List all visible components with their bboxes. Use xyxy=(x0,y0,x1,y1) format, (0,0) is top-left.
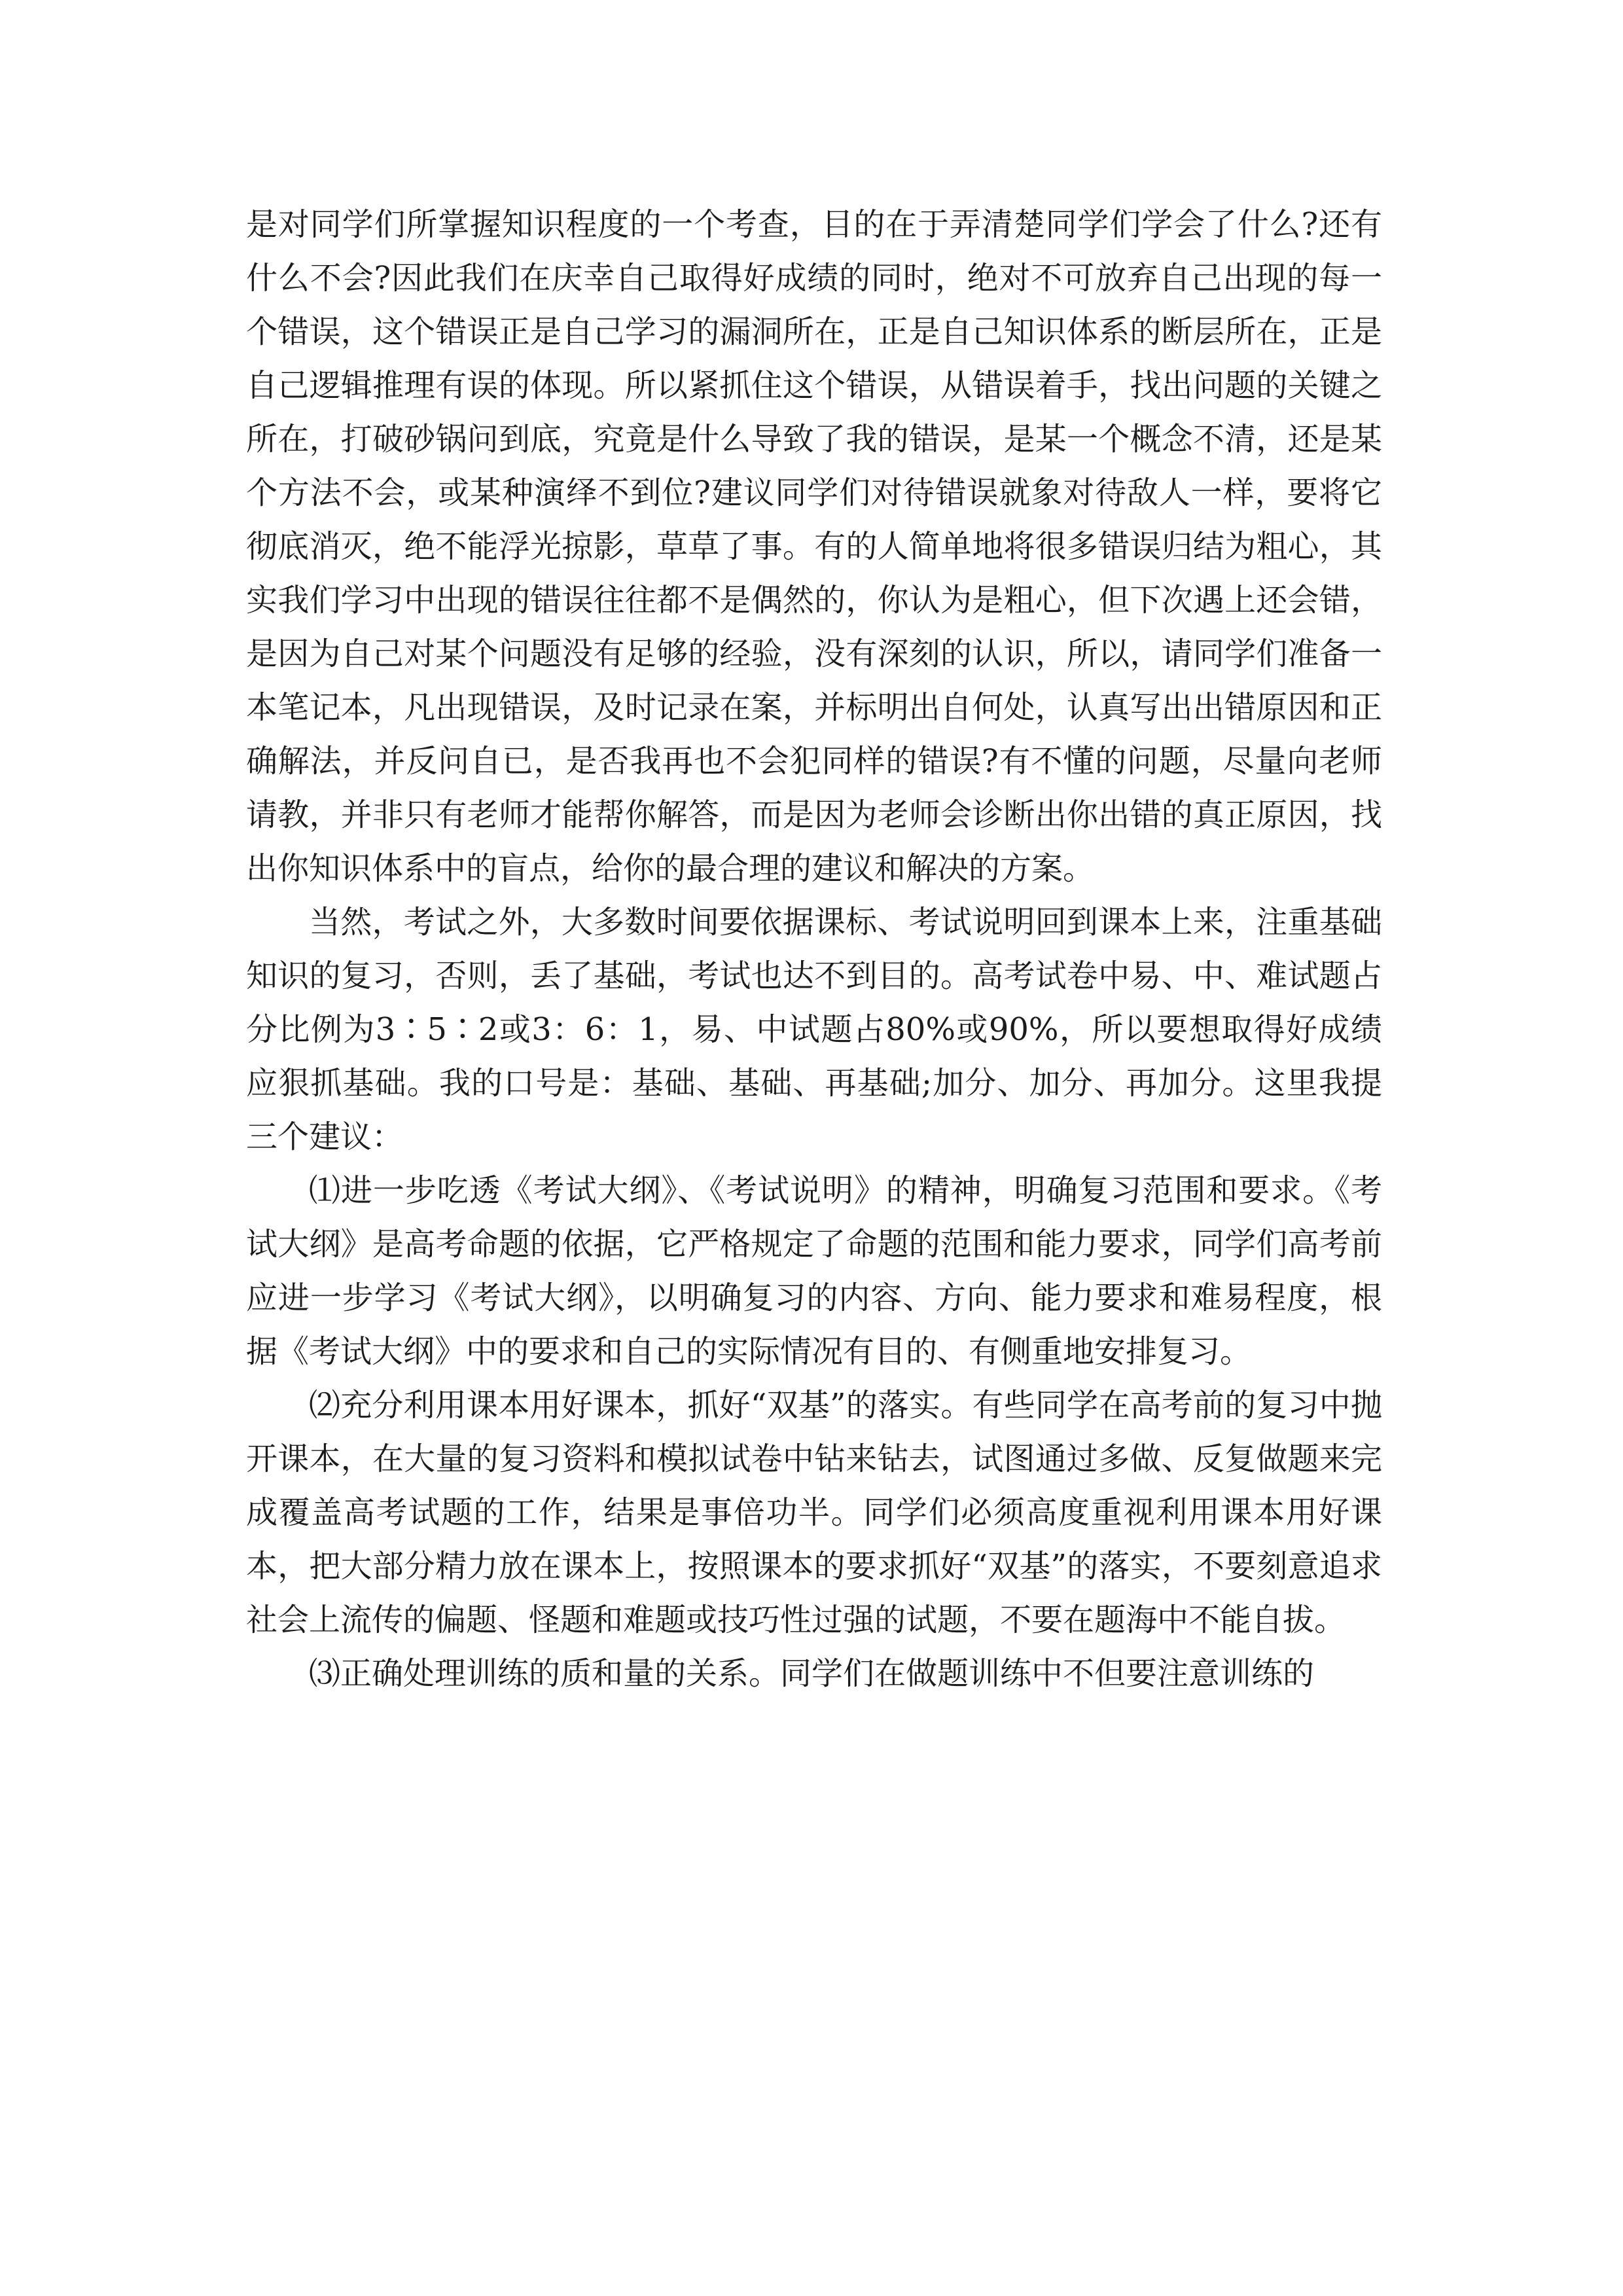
document-body xyxy=(246,198,1382,1700)
paragraph-error-analysis: 是对同学们所掌握知识程度的一个考查，目的在于弄清楚同学们学会了什么?还有什么不会?因此我们在庆幸自己取得好成绩的同时，绝对不可放弃自己出现的每一个错误，这个错误正是自己学习的漏洞所在，正是自己知识体系的断层所在，正是自己逻辑推理有误的体现。所以紧抓住这个错误，从错误着手，找出问题的关键之所在，打破砂锅问到底，究竟是什么导致了我的错误，是某一个概念不清，还是某个方法不会，或某种演绎不到位?建议同学们对待错误就象对待敌人一样，要将它彻底消灭，绝不能浮光掠影，草草了事。有的人简单地将很多错误归结为粗心，其实我们学习中出现的错误往往都不是偶然的，你认为是粗心，但下次遇上还会错，是因为自己对某个问题没有足够的经验，没有深刻的认识，所以，请同学们准备一本笔记本，凡出现错误，及时记录在案，并标明出自何处，认真写出出错原因和正确解法，并反问自已，是否我再也不会犯同样的错误?有不懂的问题，尽量向老师请教，并非只有老师才能帮你解答，而是因为老师会诊断出你出错的真正原因，找出你知识体系中的盲点，给你的最合理的建议和解决的方案。 xyxy=(246,206,1382,887)
paragraph-suggestion-1: ⑴进一步吃透《考试大纲》、《考试说明》的精神，明确复习范围和要求。《考试大纲》是高考命题的依据，它严格规定了命题的范围和能力要求，同学们高考前应进一步学习《考试大纲》，以明确复习的内容、方向、能力要求和难易程度，根据《考试大纲》中的要求和自己的实际情况有目的、有侧重地安排复习。 xyxy=(246,1172,1382,1370)
paragraph-suggestion-2: ⑵充分利用课本用好课本，抓好“双基”的落实。有些同学在高考前的复习中抛开课本，在大量的复习资料和模拟试卷中钻来钻去，试图通过多做、反复做题来完成覆盖高考试题的工作，结果是事倍功半。同学们必须高度重视利用课本用好课本，把大部分精力放在课本上，按照课本的要求抓好“双基”的落实，不要刻意追求社会上流传的偏题、怪题和难题或技巧性过强的试题，不要在题海中不能自拔。 xyxy=(246,1387,1382,1638)
paragraph-basics: 当然，考试之外，大多数时间要依据课标、考试说明回到课本上来，注重基础知识的复习，否则，丢了基础，考试也达不到目的。高考试卷中易、中、难试题占分比例为3∶5∶2或3：6：1，易、中试题占80%或90%，所以要想取得好成绩应狠抓基础。我的口号是：基础、基础、再基础;加分、加分、再加分。这里我提三个建议： xyxy=(246,904,1382,1155)
paragraph-suggestion-3: ⑶正确处理训练的质和量的关系。同学们在做题训练中不但要注意训练的 xyxy=(309,1655,1315,1692)
